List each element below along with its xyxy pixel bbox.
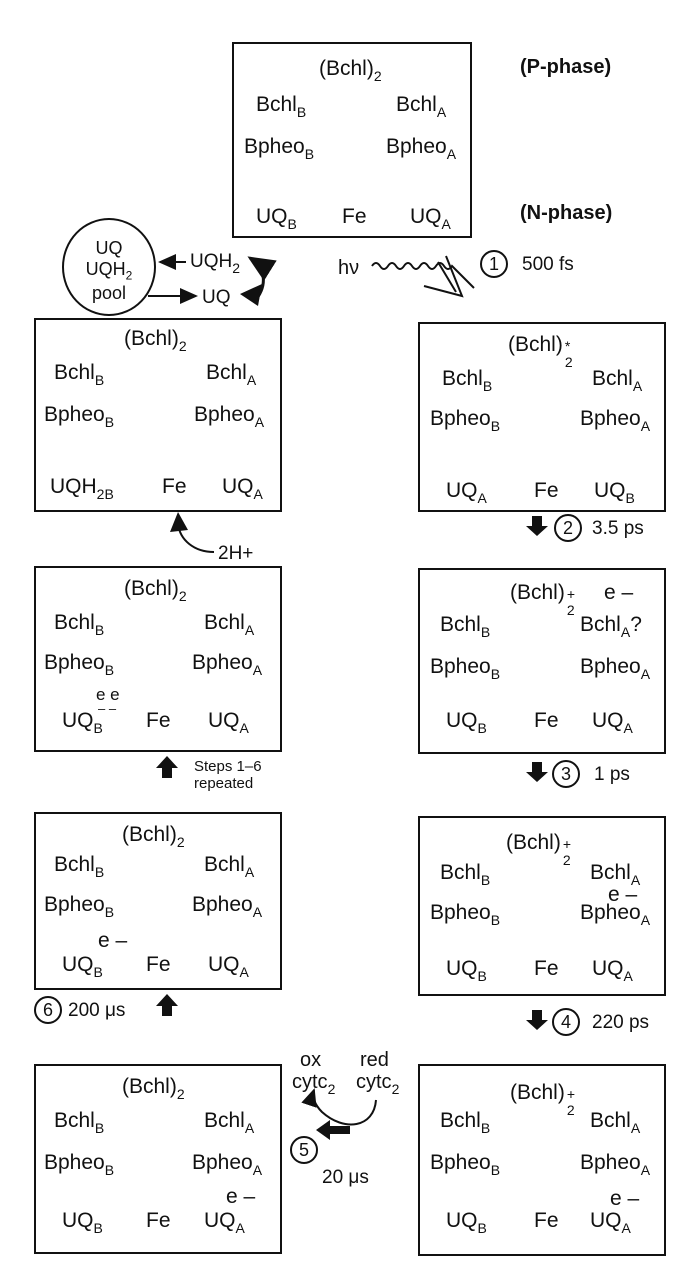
bchl-a: Bchl$_A$ [204, 611, 255, 638]
bpheo-b: Bpheo$_B$ [44, 893, 115, 920]
uq-b: $UQ_B$ [446, 709, 487, 736]
fe: Fe [146, 953, 171, 976]
special-pair: $(Bchl)_2$ [124, 327, 187, 354]
bpheo-a: Bpheo$_A$ [192, 651, 263, 678]
electron-label: e – [604, 581, 634, 604]
uqh2-label: $UQH_2$ [190, 251, 241, 276]
uq-a: $UQ_A$ [590, 1209, 631, 1236]
bchl-b: Bchl$_B$ [54, 1109, 105, 1136]
bchl-a: Bchl$_A$ [206, 361, 257, 388]
light-wave-arrow [372, 263, 474, 288]
step-number: 3 [552, 760, 580, 788]
bpheo-a: Bpheo$_A$ [580, 655, 651, 682]
special-pair-cation: (Bchl) + 2 [510, 1081, 576, 1118]
bchl-a: Bchl$_A$ [204, 853, 255, 880]
fe: Fe [146, 709, 171, 732]
ox-label: ox [300, 1049, 322, 1071]
electron-label: e – [610, 1187, 640, 1210]
uq-b: $UQ_B$ [62, 1209, 103, 1236]
step-number: 6 [34, 996, 62, 1024]
uq-b: $UQ_B$ [62, 709, 103, 736]
bpheo-b: Bpheo$_B$ [430, 901, 501, 928]
bpheo-b: Bpheo$_B$ [430, 1151, 501, 1178]
fe: Fe [342, 205, 367, 228]
special-pair: $(Bchl)_2$ [319, 57, 382, 84]
special-pair-cation: (Bchl) + 2 [506, 831, 572, 868]
uq-a: $UQ_A$ [204, 1209, 245, 1236]
uq-a: $UQ_A$ [222, 475, 263, 502]
step-5-time: 20 μs [322, 1167, 369, 1188]
uq-b: $UQ_B$ [256, 205, 297, 232]
uq-a: $UQ_A$ [208, 953, 249, 980]
electron-label: e – [608, 883, 638, 906]
bchl-b: Bchl$_B$ [54, 361, 105, 388]
bchl-b: Bchl$_B$ [54, 853, 105, 880]
bchl-b: Bchl$_B$ [440, 1109, 491, 1136]
bchl-a: Bchl$_A$ [204, 1109, 255, 1136]
uq-a: $UQ_A$ [446, 479, 487, 506]
uq-a: $UQ_A$ [592, 957, 633, 984]
step-time: 3.5 ps [592, 517, 644, 539]
fe: Fe [534, 957, 559, 980]
bchl-b: Bchl$_B$ [440, 861, 491, 888]
red-label: red [360, 1049, 389, 1071]
special-pair: $(Bchl)_2$ [122, 823, 185, 850]
bchl-b: Bchl$_B$ [256, 93, 307, 120]
red-cytc2-label: cytc$_2$ [356, 1071, 400, 1097]
fe: Fe [534, 709, 559, 732]
bpheo-b: Bpheo$_B$ [44, 1151, 115, 1178]
uq-b: $UQ_B$ [446, 957, 487, 984]
uq-a: $UQ_A$ [592, 709, 633, 736]
fe: Fe [534, 479, 559, 502]
electron-pair: e e [96, 685, 120, 704]
protons-label: 2H+ [218, 543, 254, 564]
uq-b: $UQ_B$ [62, 953, 103, 980]
bpheo-b: Bpheo$_B$ [44, 651, 115, 678]
arrow-step-4 [526, 1010, 548, 1030]
special-pair: $(Bchl)_2$ [122, 1075, 185, 1102]
arrow-cytochrome [313, 1090, 376, 1125]
step-number: 2 [554, 514, 582, 542]
uq-pool: UQ $UQH_2$ pool [62, 218, 156, 316]
n-phase-label: (N-phase) [520, 202, 613, 224]
bchl-b: Bchl$_B$ [54, 611, 105, 638]
arrow-step-2 [526, 516, 548, 536]
bchl-a: Bchl$_A$ [590, 1109, 641, 1136]
p-phase-label: (P-phase) [520, 56, 612, 78]
bchl-a: Bchl$_A$? [580, 613, 642, 640]
arrow-repeat-up [156, 756, 178, 778]
light-label: hν [338, 257, 360, 279]
special-pair: $(Bchl)_2$ [124, 577, 187, 604]
arrow-step-3 [526, 762, 548, 782]
repeat-note: Steps 1–6 repeated [194, 758, 262, 793]
step-number: 1 [480, 250, 508, 278]
bpheo-b: Bpheo$_B$ [244, 135, 315, 162]
uq-a: $UQ_A$ [208, 709, 249, 736]
step-time: 500 fs [522, 253, 574, 275]
bpheo-a: Bpheo$_A$ [386, 135, 457, 162]
uq-b: $UQ_B$ [594, 479, 635, 506]
special-pair-excited: (Bchl) * 2 [508, 333, 573, 370]
uq-a: $UQ_A$ [410, 205, 451, 232]
bchl-b: Bchl$_B$ [440, 613, 491, 640]
bpheo-a: Bpheo$_A$ [580, 1151, 651, 1178]
step-number: 5 [290, 1136, 318, 1164]
bpheo-b: Bpheo$_B$ [44, 403, 115, 430]
electron-dashes: – – [98, 701, 117, 716]
bpheo-b: Bpheo$_B$ [430, 655, 501, 682]
fe: Fe [534, 1209, 559, 1232]
fe: Fe [162, 475, 187, 498]
bpheo-b: Bpheo$_B$ [430, 407, 501, 434]
uq-b: $UQ_B$ [446, 1209, 487, 1236]
special-pair-cation: (Bchl) + 2 [510, 581, 576, 618]
bpheo-a: Bpheo$_A$ [192, 1151, 263, 1178]
bchl-b: Bchl$_B$ [442, 367, 493, 394]
electron-label: e – [226, 1185, 256, 1208]
fe: Fe [146, 1209, 171, 1232]
bpheo-a: Bpheo$_A$ [194, 403, 265, 430]
bchl-a: Bchl$_A$ [396, 93, 447, 120]
bpheo-a: Bpheo$_A$ [192, 893, 263, 920]
ox-cytc2-label: cytc$_2$ [292, 1071, 336, 1097]
step-time: 200 μs [68, 999, 126, 1021]
electron-label: e – [98, 929, 128, 952]
uqh2-b: $UQH_{2B}$ [50, 475, 114, 502]
step-number: 4 [552, 1008, 580, 1036]
light-wave-head [424, 256, 462, 296]
step-time: 220 ps [592, 1011, 650, 1033]
bchl-a: Bchl$_A$ [592, 367, 643, 394]
step-time: 1 ps [594, 763, 630, 785]
arrow-step-6-up [156, 994, 178, 1016]
uq-label: UQ [202, 287, 231, 308]
bpheo-a: Bpheo$_A$ [580, 407, 651, 434]
bchl-a: Bchl$_A$ [590, 861, 641, 888]
bpheo-a: Bpheo$_A$ [580, 901, 651, 928]
